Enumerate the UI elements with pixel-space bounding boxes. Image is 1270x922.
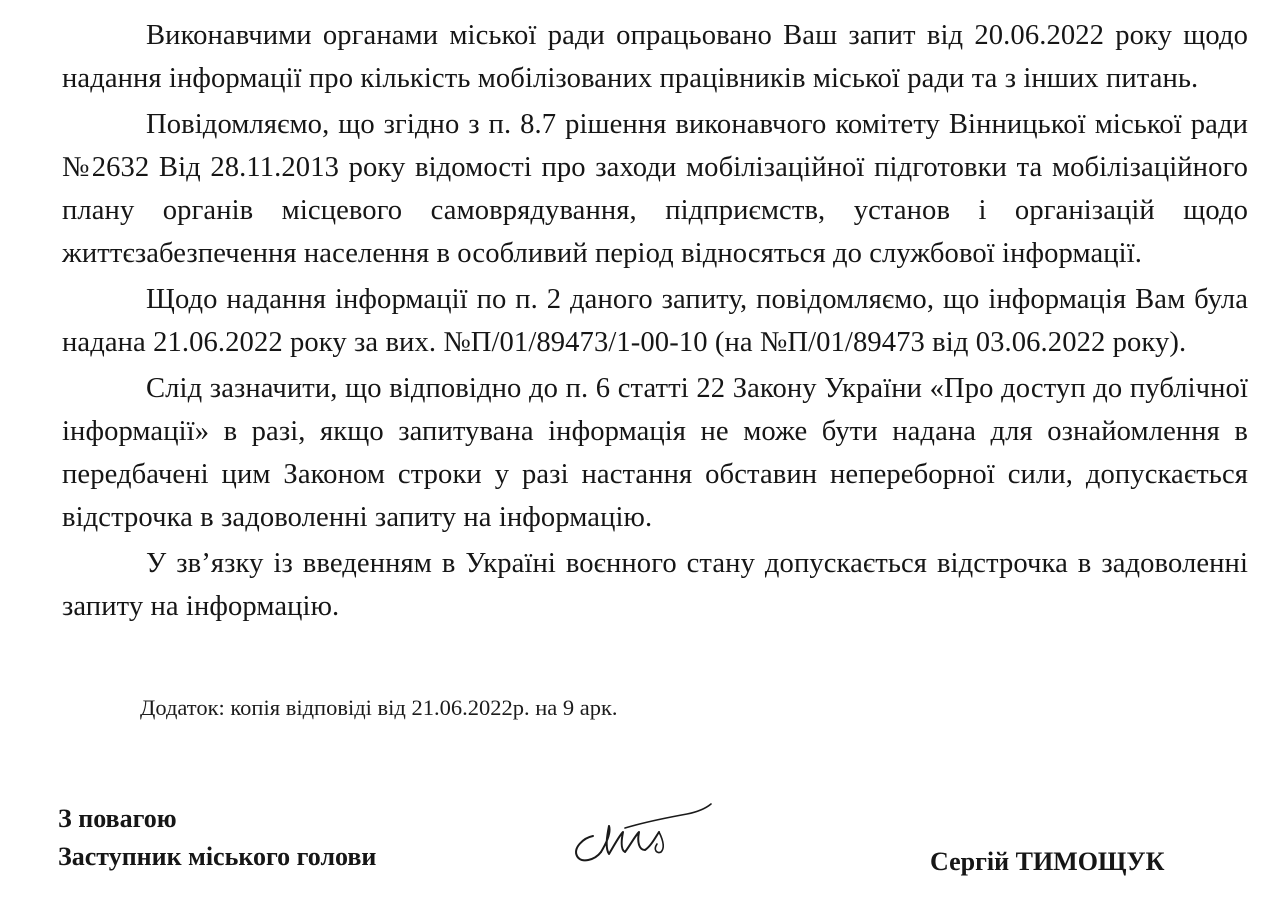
paragraph-martial-law-delay: У зв’язку із введенням в Україні воєнного стану допускається відстрочка в задоволенні запиту на інформацію. xyxy=(62,548,1248,622)
closing-block xyxy=(58,800,376,876)
paragraph-request-processed: Виконавчими органами міської ради опрацьовано Ваш запит від 20.06.2022 року щодо надання інформації про кількість мобілізованих працівників міської ради та з інших питань. xyxy=(62,20,1248,94)
attachment-note: Додаток: копія відповіді від 21.06.2022р. на 9 арк. xyxy=(140,695,618,720)
signer-position: Заступник міського голови xyxy=(58,842,377,871)
handwritten-signature xyxy=(565,792,715,872)
paragraph-official-information: Повідомляємо, що згідно з п. 8.7 рішення виконавчого комітету Вінницької міської ради №2632 Від 28.11.2013 року відомості про заходи мобілізаційної підготовки та мобілізаційного плану органів місцевого самоврядування, підприємств, установ і організацій щодо життєзабезпечення населення в особливий період відносяться до службової інформації. xyxy=(62,109,1248,269)
signer-name: Сергій ТИМОЩУК xyxy=(930,847,1165,876)
paragraph-law-reference: Слід зазначити, що відповідно до п. 6 статті 22 Закону України «Про доступ до публічної інформації» в разі, якщо запитувана інформація не може бути надана для ознайомлення в передбачені цим Законом строки у разі настання обставин непереборної сили, допускається відстрочка в задоволенні запиту на інформацію. xyxy=(62,373,1248,533)
paragraph-previous-response: Щодо надання інформації по п. 2 даного запиту, повідомляємо, що інформація Вам була надана 21.06.2022 року за вих. №П/01/89473/1-00-10 (на №П/01/89473 від 03.06.2022 року). xyxy=(62,284,1248,358)
letter-body xyxy=(62,14,1248,631)
closing-regards: З повагою xyxy=(58,804,177,833)
